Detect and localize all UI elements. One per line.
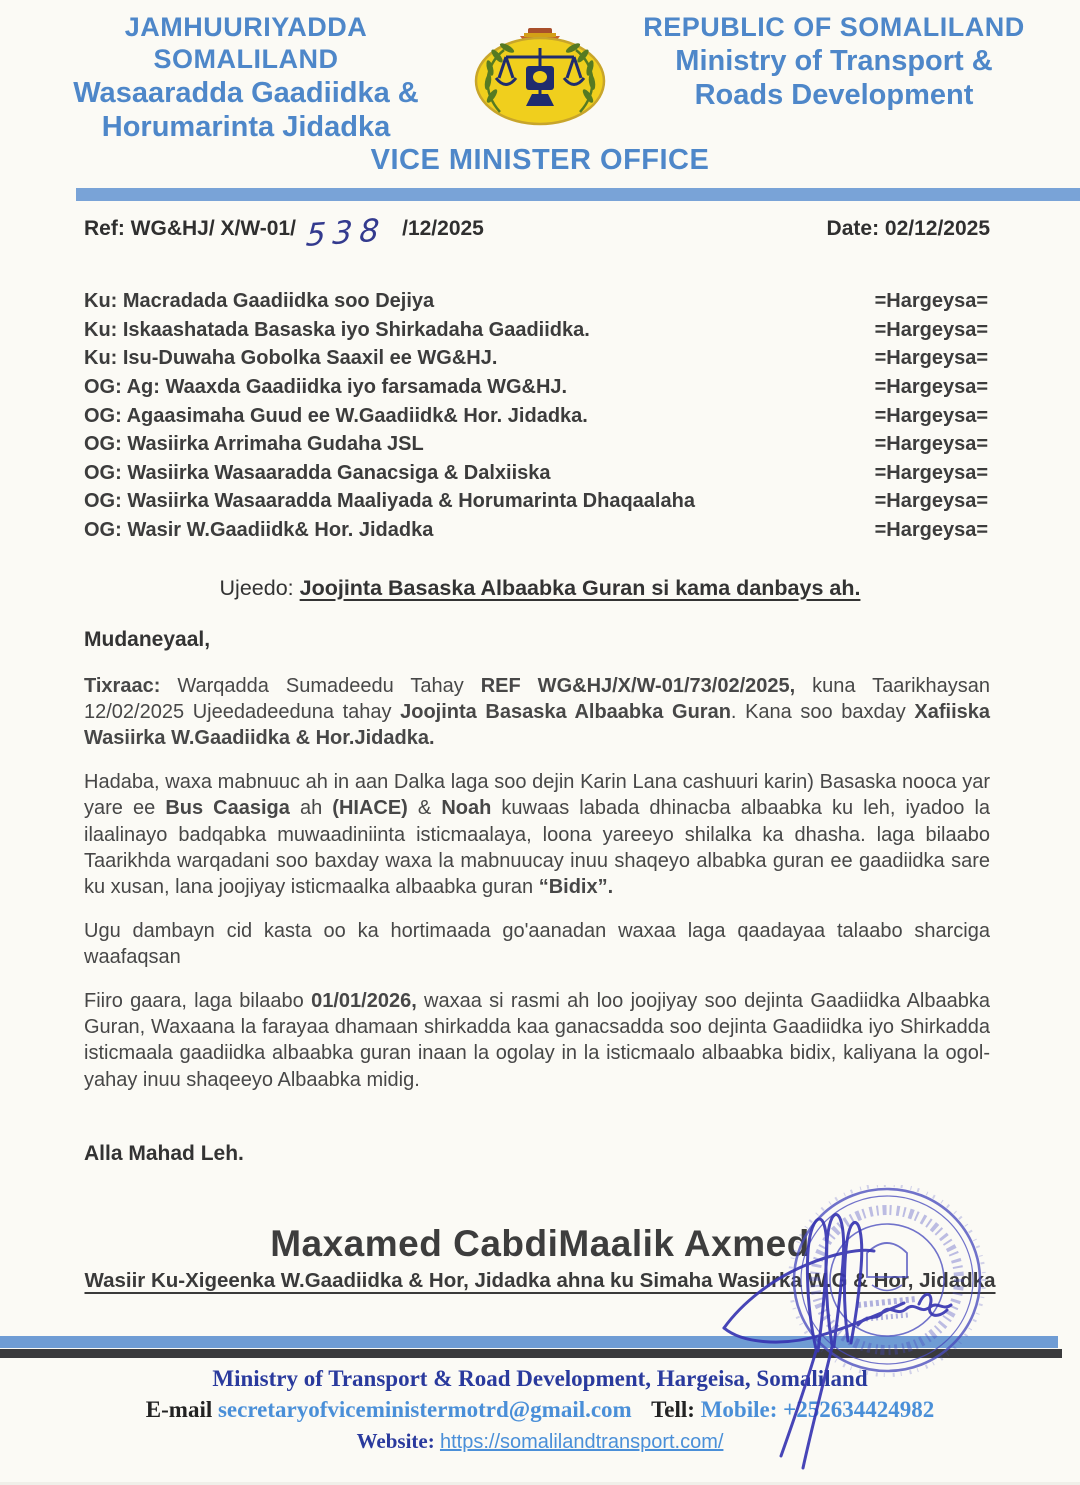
office-line: VICE MINISTER OFFICE <box>370 144 710 177</box>
recipient-label: OG: Ag: Waaxda Gaadiidka iyo farsamada WG&HJ. <box>84 375 568 398</box>
recipient-place: =Hargeysa= <box>874 461 988 484</box>
ministry-name-somali-line2: Horumarinta Jidadka <box>101 110 391 143</box>
letterhead-english <box>624 12 1044 112</box>
ref-prefix: Ref: WG&HJ/ X/W-01/ <box>84 217 296 241</box>
recipient-place: =Hargeysa= <box>874 518 988 541</box>
email-label: E-mail <box>145 1397 213 1422</box>
recipient-place: =Hargeysa= <box>874 290 988 313</box>
recipient-row <box>84 430 988 459</box>
mobile-number: Mobile: +252634424982 <box>700 1397 935 1422</box>
recipient-list <box>0 287 1080 544</box>
recipient-label: Ku: Macradada Gaadiidka soo Dejiya <box>84 290 435 313</box>
republic-name-somali: JAMHUURIYADDA SOMALILAND <box>124 12 368 74</box>
subject-line <box>0 576 1080 601</box>
letter-date: Date: 02/12/2025 <box>826 217 990 241</box>
email-address: secretaryofviceministermotrd@gmail.com <box>217 1397 632 1422</box>
recipient-place: =Hargeysa= <box>874 375 988 398</box>
ministry-name-somali-line1: Wasaaradda Gaadiidka & <box>73 76 419 109</box>
signatory-title: Wasiir Ku-Xigeenka W.Gaadiidka & Hor, Jidadka ahna ku Simaha Wasiirka W.G & Hor, Jidadka <box>84 1269 996 1293</box>
ref-suffix: /12/2025 <box>402 217 484 241</box>
recipient-label: OG: Wasiirka Arrimaha Gudaha JSL <box>84 433 424 456</box>
tell-label: Tell: <box>651 1397 695 1422</box>
recipient-row <box>84 487 988 516</box>
footer-website-line <box>0 1429 1080 1454</box>
subject-text: Joojinta Basaska Albaabka Guran si kama danbays ah. <box>299 575 861 600</box>
subject-prefix: Ujeedo: <box>219 575 300 600</box>
recipient-label: Ku: Isu-Duwaha Gobolka Saaxil ee WG&HJ. <box>84 347 498 370</box>
footer-bar-dark <box>0 1349 1062 1358</box>
recipient-label: OG: Wasiirka Wasaaradda Maaliyada & Horumarinta Dhaqaalaha <box>84 490 695 513</box>
letterhead <box>0 0 1080 144</box>
recipient-place: =Hargeysa= <box>874 404 988 427</box>
recipient-place: =Hargeysa= <box>874 347 988 370</box>
recipient-label: Ku: Iskaashatada Basaska iyo Shirkadaha Gaadiidka. <box>84 318 590 341</box>
ref-number <box>84 207 484 255</box>
footer-ministry-line: Ministry of Transport & Road Development, Hargeisa, Somaliland <box>212 1366 868 1391</box>
recipient-place: =Hargeysa= <box>874 318 988 341</box>
letterhead-somali <box>36 12 456 144</box>
salutation: Mudaneyaal, <box>84 627 211 651</box>
recipient-row <box>84 373 988 402</box>
footer-contact-line <box>0 1397 1080 1423</box>
recipient-row <box>84 459 988 488</box>
recipient-row <box>84 344 988 373</box>
header-divider-bar <box>76 188 1080 201</box>
recipient-row <box>84 287 988 316</box>
website-label: Website: <box>356 1429 435 1453</box>
recipient-label: OG: Wasiirka Wasaaradda Ganacsiga & Dalxiiska <box>84 461 551 484</box>
ministry-name-english-line1: Ministry of Transport & <box>675 44 993 77</box>
recipient-place: =Hargeysa= <box>874 490 988 513</box>
website-url: https://somalilandtransport.com/ <box>439 1431 724 1453</box>
footer-bar-blue <box>0 1336 1058 1348</box>
ministry-name-english-line2: Roads Development <box>694 79 974 112</box>
recipient-label: OG: Wasir W.Gaadiidk& Hor. Jidadka <box>84 518 434 541</box>
paragraph-tixraac: Tixraac: Warqadda Sumadeedu Tahay REF WG&HJ/X/W-01/73/02/2025, kuna Taarikhaysan 12/02/2025 Ujeedadeeduna tahay Joojinta Basaska Albaabka Guran. Kana soo baxday Xafiiska Wasiirka W.Gaadiidka & Hor.Jidadka. <box>84 674 991 750</box>
handwritten-ref-number: 538 <box>304 212 388 255</box>
recipient-row <box>84 402 988 431</box>
recipient-row <box>84 516 988 545</box>
paragraph-hadaba: Hadaba, waxa mabnuuc ah in aan Dalka laga soo dejin Karin Lana cashuuri karin) Basaska nooca yar yare ee Bus Caasiga ah (HIACE) & Noah kuwaas labada dhinacba albaabka ku leh, iyadoo la ilaalinayo badqabka muwaadiniinta isticmaalaya, loona yareeyo shilalka ka dhasha. laga bilaabo Taarikhda warqadani soo baxday waxa la mabnuucay inuu shaqeyo albabka guran ee gaadiidka sare ku xusan, lana joojiyay isticmaalka albaabka guran “Bidix”. <box>84 770 991 899</box>
recipient-row <box>84 316 988 345</box>
paragraph-ugu-dambayn: Ugu dambayn cid kasta oo ka hortimaada go'aanadan waxaa laga qaadayaa talaabo sharciga waafaqsan <box>84 919 990 969</box>
closing-line: Alla Mahad Leh. <box>84 1142 244 1166</box>
ref-date-row <box>0 201 1080 255</box>
signatory-name: Maxamed CabdiMaalik Axmed <box>270 1223 810 1265</box>
recipient-place: =Hargeysa= <box>874 433 988 456</box>
somaliland-coat-of-arms-icon <box>474 26 606 126</box>
footer <box>0 1366 1080 1454</box>
republic-name-english: REPUBLIC OF SOMALILAND <box>643 12 1025 42</box>
recipient-label: OG: Agaasimaha Guud ee W.Gaadiidk& Hor. Jidadka. <box>84 404 588 427</box>
paragraph-fiiro-gaara: Fiiro gaara, laga bilaabo 01/01/2026, waxaa si rasmi ah loo joojiyay soo dejinta Gaadiidka Albaabka Guran, Waxaana la farayaa dhamaan shirkadda kaa ganacsadda soo dejinta Gaadiidka iyo Shirkadda isticmaala gaadiidka albaabka guran inaan la ogolay in la isticmaalo albaabka bidix, kaliyana la ogol-yahay inuu shaqeeyo Albaabka midig. <box>84 989 990 1091</box>
